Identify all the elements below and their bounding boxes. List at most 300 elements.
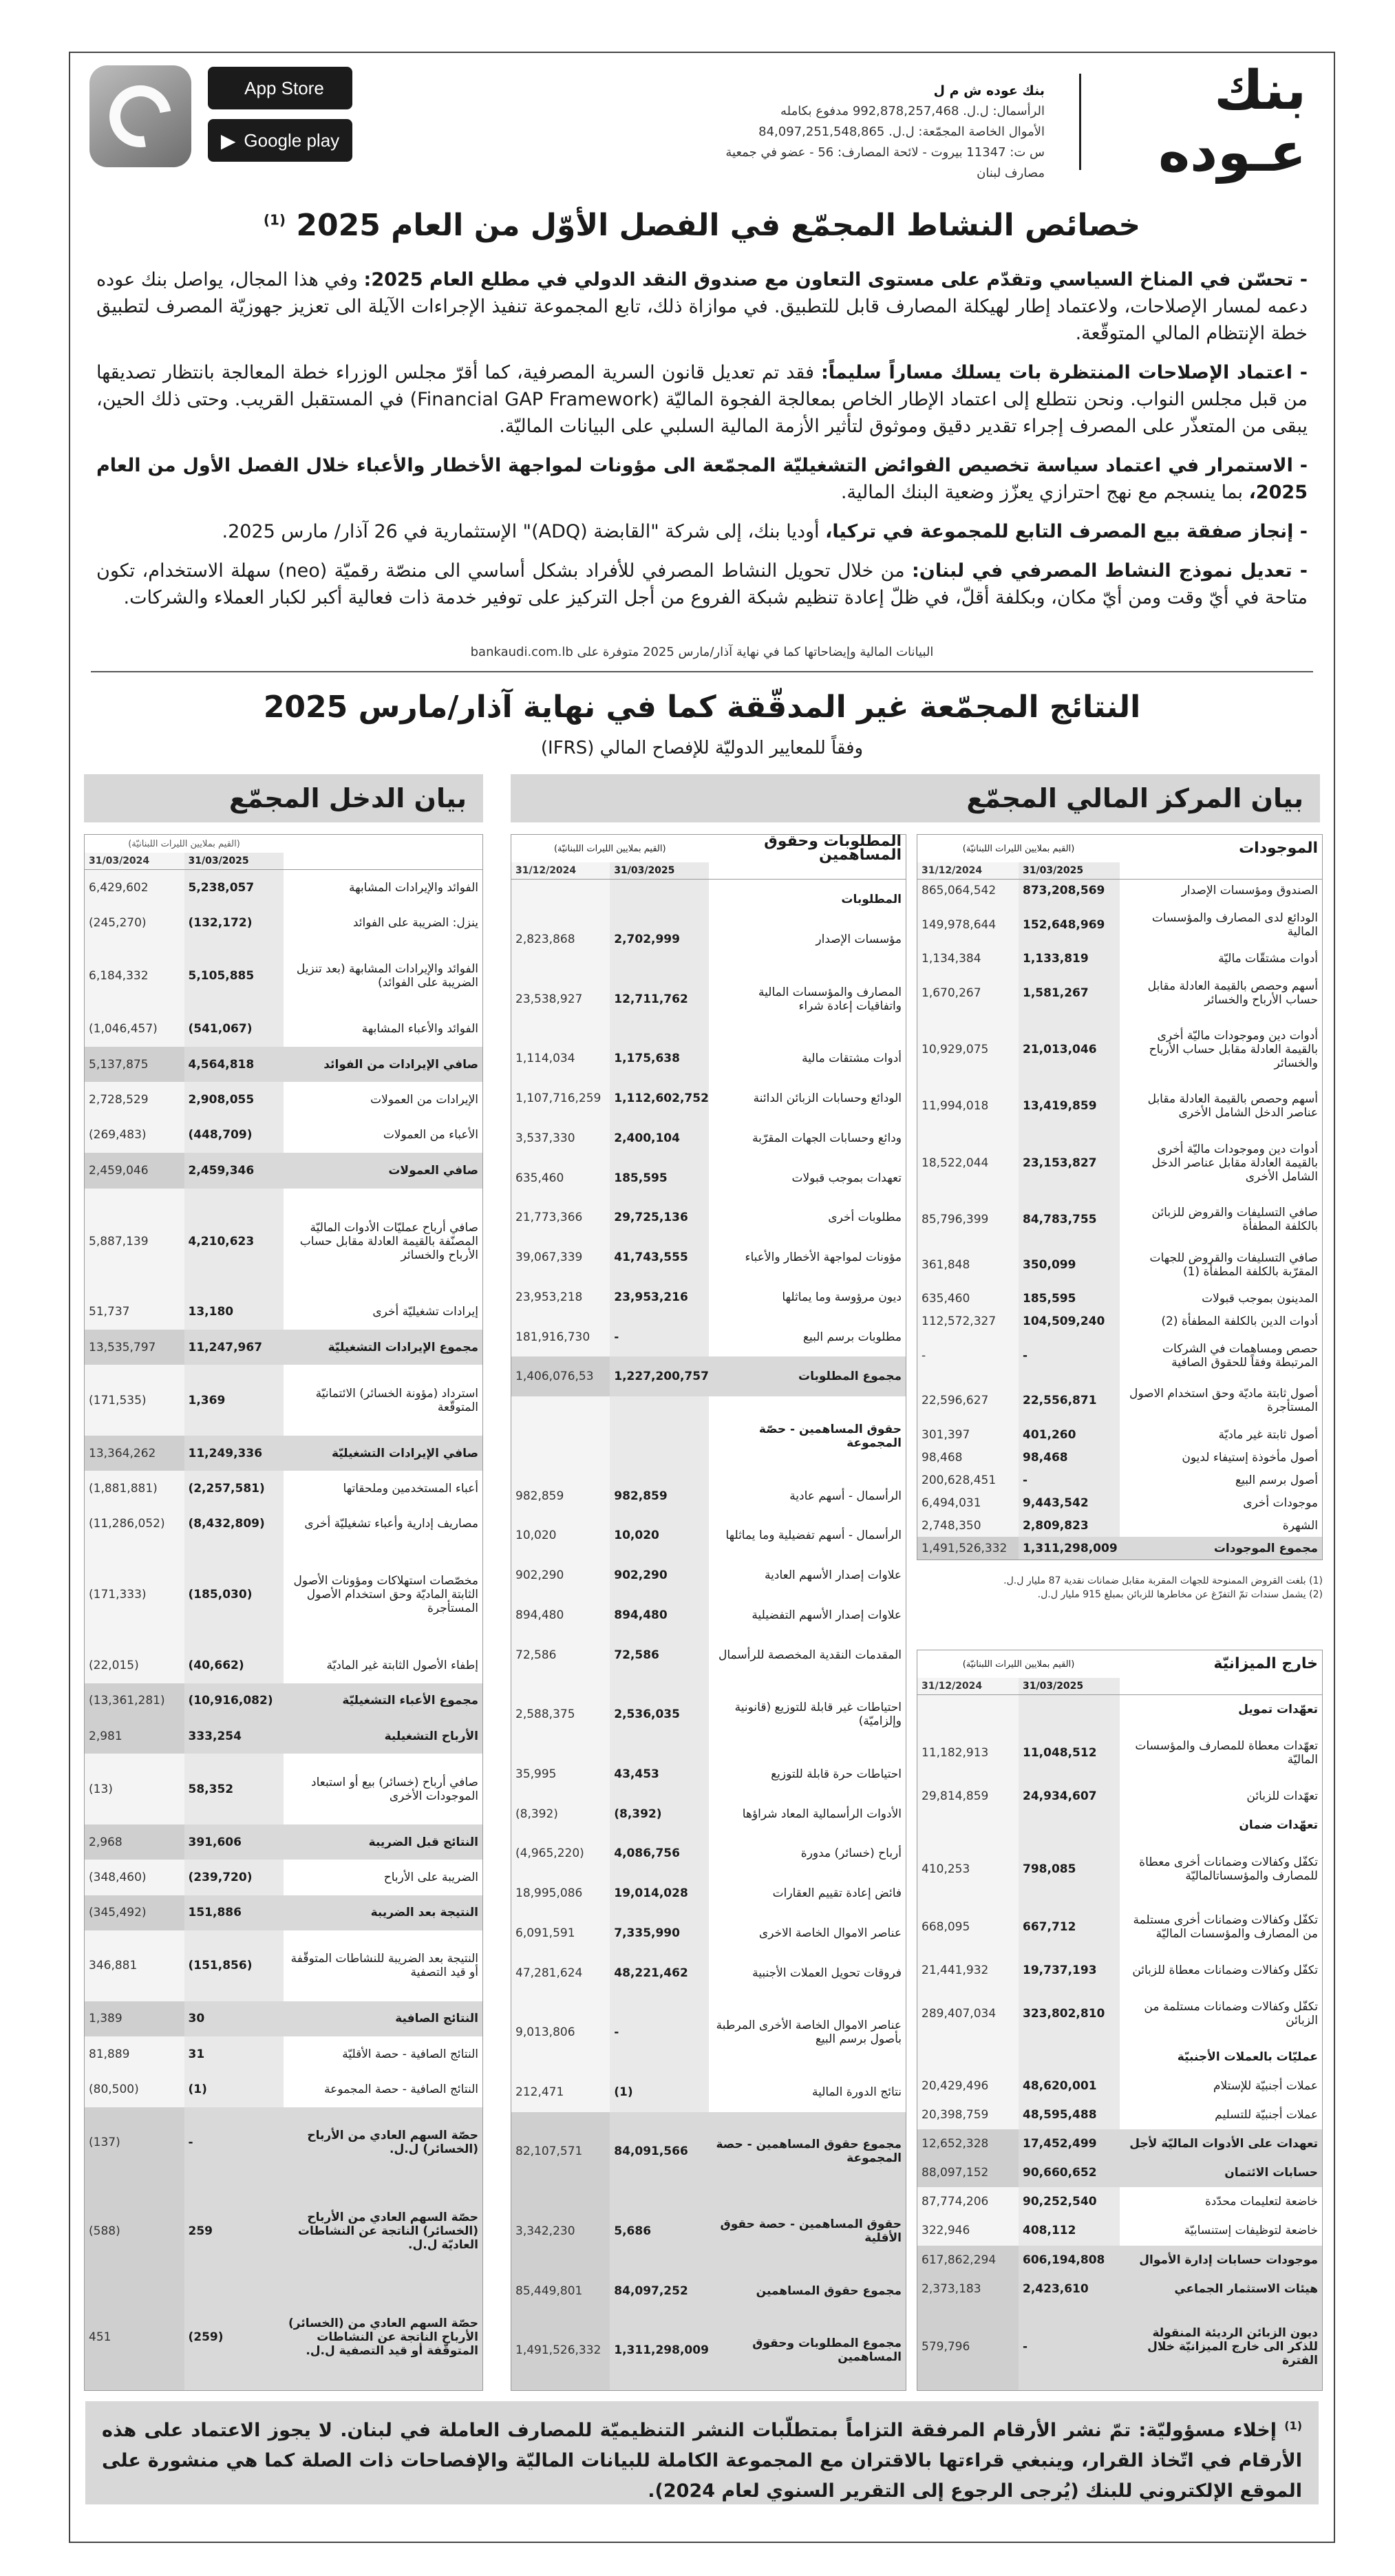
table-row xyxy=(511,1833,906,1873)
row-label: مؤونات لمواجهة الأخطار والأعباء xyxy=(745,1250,902,1265)
value-current: 391,606 xyxy=(184,1824,284,1860)
row-label: عملات أجنبيّة للتسليم xyxy=(1215,2108,1318,2122)
value-previous: (245,270) xyxy=(85,906,184,941)
table-row xyxy=(917,1840,1322,1897)
table-row xyxy=(917,1083,1322,1129)
row-label: مخصّصات استهلاكات ومؤونات الأصول الثابتة الماديّة وحق استخدام الأصول المستأجرة xyxy=(293,1574,478,1616)
group-label: حقوق المساهمين - حصّة المجموعة xyxy=(758,1422,902,1450)
spacer xyxy=(917,2043,1019,2072)
table-row xyxy=(917,1811,1322,1840)
bank-registry: س ت: 11347 بيروت - لائحة المصارف: 56 - عضو في جمعية مصارف لبنان xyxy=(725,145,1045,180)
row-label: تعهدات على الأدوات الماليّة لأجل xyxy=(1120,2129,1322,2158)
row-label: مجموع الإيرادات التشغيليّة xyxy=(284,1330,482,1365)
row-label: استرداد (مؤونة الخسائر) الائتمانيّة المتوقّعة xyxy=(315,1386,478,1414)
value-current: 22,556,871 xyxy=(1019,1378,1120,1423)
row-label: المقدمات النقدية المخصصة للرأسمال xyxy=(718,1648,902,1662)
row-label: أسهم وحصص بالقيمة العادلة مقابل عناصر الدخل الشامل الأخرى xyxy=(1147,1092,1318,1120)
value-previous: 894,480 xyxy=(511,1595,610,1635)
value-previous: 18,522,044 xyxy=(917,1129,1019,1197)
table-caption: المطلوبات وحقوق المساهمين xyxy=(764,833,902,864)
units-row xyxy=(917,1650,1322,1678)
value-current: 2,536,035 xyxy=(610,1674,708,1754)
row-label: مجموع الموجودات xyxy=(1120,1537,1322,1560)
value-previous: (8,392) xyxy=(511,1794,610,1834)
row-label: صافي التسليفات والقروض للجهات المقرّبة بالكلفة المطفأة (1) xyxy=(1149,1250,1318,1279)
value-previous: 322,946 xyxy=(917,2216,1019,2245)
value-previous: 1,389 xyxy=(85,2001,184,2036)
value-previous: 88,097,152 xyxy=(917,2158,1019,2187)
row-label: عمليّات بالعملات الأجنبيّة xyxy=(1177,2050,1318,2065)
off-balance-table xyxy=(917,1650,1323,2391)
value-previous: (137) xyxy=(85,2107,184,2178)
value-previous: 112,572,327 xyxy=(917,1310,1019,1333)
value-previous: 2,968 xyxy=(85,1824,184,1860)
value-current: 873,208,569 xyxy=(1019,879,1120,902)
row-label: نتائج الدورة المالية xyxy=(811,2085,902,2099)
row-label: مجموع المطلوبات وحقوق المساهمين xyxy=(709,2310,906,2390)
value-previous: (588) xyxy=(85,2178,184,2284)
row-label: صافي التسليفات والقروض للزبائن بالكلفة المطفأة xyxy=(1151,1205,1318,1233)
value-previous: 6,494,031 xyxy=(917,1491,1019,1514)
table-row xyxy=(85,1153,482,1188)
value-current: 1,175,638 xyxy=(610,1039,708,1078)
value-current: 401,260 xyxy=(1019,1423,1120,1446)
value-current: 19,014,028 xyxy=(610,1873,708,1913)
table-row xyxy=(917,1310,1322,1333)
balance-sheet-header: بيان المركز المالي المجمّع xyxy=(511,774,1320,822)
value-current: 24,934,607 xyxy=(1019,1782,1120,1811)
value-current: 1,311,298,009 xyxy=(610,2310,708,2390)
row-label: أرباح (خسائر) مدورة xyxy=(800,1846,902,1861)
value-previous: 3,342,230 xyxy=(511,2191,610,2271)
value-previous: 289,407,034 xyxy=(917,1985,1019,2043)
assets-table xyxy=(917,834,1323,1560)
value-previous: 2,588,375 xyxy=(511,1674,610,1754)
row-label: حصّة السهم العادي من الأرباح (الخسائر) الناتجة عن النشاطات العاديّة ل.ل. xyxy=(284,2178,482,2284)
value-current: 31 xyxy=(184,2036,284,2072)
value-previous: 865,064,542 xyxy=(917,879,1019,902)
row-label: ديون الزبائن الرديئة المنقولة للذكر الى خارج الميزانيّة خلال الفترة xyxy=(1120,2303,1322,2390)
value-current: 2,459,346 xyxy=(184,1153,284,1188)
table-row xyxy=(85,906,482,941)
highlight-item: - إنجاز صفقة بيع المصرف التابع للمجموعة في تركيا، أوديا بنك، إلى شركة "القابضة (ADQ)" الإستثمارية في 26 آذار/ مارس 2025. xyxy=(222,521,1308,542)
row-label: مجموع حقوق المساهمين xyxy=(709,2271,906,2311)
date-previous: 31/12/2024 xyxy=(511,862,610,879)
value-previous: 11,182,913 xyxy=(917,1724,1019,1782)
table-row xyxy=(85,2178,482,2284)
row-label: عملات أجنبيّة للإستلام xyxy=(1213,2079,1318,2094)
value-previous: 6,429,602 xyxy=(85,869,184,906)
value-current: 17,452,499 xyxy=(1019,2129,1120,2158)
row-label: احتياطات حرة قابلة للتوزيع xyxy=(771,1767,902,1781)
value-current: 11,249,336 xyxy=(184,1436,284,1471)
row-label: الفوائد والإيرادات المشابهة (بعد تنزيل الضريبة على الفوائد) xyxy=(296,962,478,990)
table-row xyxy=(511,1356,906,1396)
row-label: النتيجة بعد الضريبة xyxy=(284,1895,482,1930)
table-row xyxy=(511,1118,906,1158)
table-row xyxy=(85,1718,482,1754)
value-current: 4,564,818 xyxy=(184,1047,284,1082)
row-label: خاضعة لتوظيفات إستنسابيّة xyxy=(1184,2224,1318,2238)
value-previous: 51,737 xyxy=(85,1295,184,1330)
value-previous: (171,333) xyxy=(85,1542,184,1648)
financial-table xyxy=(917,835,1322,1560)
row-label: مطلوبات أخرى xyxy=(828,1211,902,1225)
units-row xyxy=(917,835,1322,862)
value-previous: 1,134,384 xyxy=(917,948,1019,970)
value-current: 350,099 xyxy=(1019,1242,1120,1288)
value-previous: 668,095 xyxy=(917,1898,1019,1956)
source-note: البيانات المالية وإيضاحاتها كما في نهاية آذار/مارس 2025 متوفرة على bankaudi.com.lb xyxy=(470,645,934,659)
bank-name: بنك عوده ش م ل xyxy=(933,83,1045,98)
value-current: - xyxy=(610,1317,708,1357)
value-current: 5,686 xyxy=(610,2191,708,2271)
table-row xyxy=(917,948,1322,970)
value-previous: 10,020 xyxy=(511,1515,610,1555)
google-play-badge[interactable]: ▶ Google play xyxy=(208,119,352,162)
table-row xyxy=(511,1197,906,1237)
value-previous: 22,596,627 xyxy=(917,1378,1019,1423)
row-label: الإيرادات من العمولات xyxy=(370,1093,478,1107)
bank-info xyxy=(701,81,1045,184)
table-row xyxy=(85,1930,482,2001)
highlight-item: - تحسّن في المناخ السياسي وتقدّم على مستوى التعاون مع صندوق النقد الدولي في مطلع العام 2025: وفي هذا المجال، يواصل بنك عوده دعمه لمسار الإصلاحات، ولاعتماد إطار لهيكلة المصارف قابل للتطبيق. في موازاة ذلك، تابع المجموعة تنفيذ الإجراءات الآيلة الى تعزيز جهوزيّة المصرف لتطبيق خطة الإنتظام المالي المتوقّعة. xyxy=(96,269,1308,344)
row-label: صافي العمولات xyxy=(284,1153,482,1188)
table-row xyxy=(917,1197,1322,1242)
spacer xyxy=(284,835,482,853)
table-row xyxy=(511,1873,906,1913)
value-previous: 72,586 xyxy=(511,1635,610,1675)
row-label: تعهّدات للزبائن xyxy=(1246,1789,1318,1804)
row-label: الأدوات الرأسمالية المعاد شراؤها xyxy=(742,1807,902,1821)
value-previous: 2,823,868 xyxy=(511,919,610,959)
units-label: (القيم بملايين الليرات اللبنانيّة) xyxy=(553,843,666,854)
bank-equity: الأموال الخاصة المجمّعة: ل.ل. 84,097,251,548,865 xyxy=(758,125,1045,139)
value-current: (259) xyxy=(184,2284,284,2390)
value-current: - xyxy=(184,2107,284,2178)
spacer xyxy=(1120,862,1322,879)
table-row xyxy=(85,1189,482,1295)
units-label: (القيم بملايين الليرات اللبنانيّة) xyxy=(962,1659,1075,1670)
results-title: النتائج المجمّعة غير المدقّقة كما في نهاية آذار/مارس 2025 xyxy=(263,690,1141,725)
table-row xyxy=(511,1476,906,1516)
value-previous: (171,535) xyxy=(85,1365,184,1436)
value-current: 11,048,512 xyxy=(1019,1724,1120,1782)
row-label: مجموع حقوق المساهمين - حصة المجموعة xyxy=(709,2112,906,2192)
table-row xyxy=(85,2001,482,2036)
value-previous: 20,398,759 xyxy=(917,2100,1019,2129)
value-current: - xyxy=(1019,1333,1120,1379)
row-label: أصول برسم البيع xyxy=(1235,1473,1318,1487)
row-label: فائض إعادة تقييم العقارات xyxy=(772,1886,902,1901)
row-label: إيرادات تشغيليّة أخرى xyxy=(372,1305,478,1319)
value-current: 185,595 xyxy=(1019,1288,1120,1310)
spacer xyxy=(1019,1811,1120,1840)
footnote: (2) يشمل سندات تمّ التفرّغ عن مخاطرها للزبائن بمبلغ 915 مليار ل.ل. xyxy=(1037,1589,1323,1600)
value-current: 151,886 xyxy=(184,1895,284,1930)
table-caption: الموجودات xyxy=(1239,840,1318,857)
value-current: (185,030) xyxy=(184,1542,284,1648)
income-statement-header: بيان الدخل المجمّع xyxy=(84,774,483,822)
table-row xyxy=(917,2129,1322,2158)
row-label: هيئات الاستثمار الجماعي xyxy=(1120,2275,1322,2303)
table-row xyxy=(85,1082,482,1117)
value-previous: 2,728,529 xyxy=(85,1082,184,1117)
value-previous: 2,373,183 xyxy=(917,2275,1019,2303)
table-row xyxy=(917,1956,1322,1985)
value-previous: 617,862,294 xyxy=(917,2246,1019,2275)
table-row xyxy=(511,1277,906,1317)
spacer xyxy=(511,1396,610,1476)
row-label: أصول مأخوذة إستيفاء لديون xyxy=(1182,1450,1318,1465)
value-previous: (80,500) xyxy=(85,2072,184,2107)
value-previous: 902,290 xyxy=(511,1555,610,1595)
value-current: 13,419,859 xyxy=(1019,1083,1120,1129)
table-row xyxy=(917,2303,1322,2390)
date-current: 31/03/2025 xyxy=(184,853,284,869)
value-previous: (348,460) xyxy=(85,1860,184,1895)
value-current: 13,180 xyxy=(184,1295,284,1330)
table-row xyxy=(85,2036,482,2072)
value-previous: 2,459,046 xyxy=(85,1153,184,1188)
row-label: الصندوق ومؤسسات الإصدار xyxy=(1181,884,1318,898)
value-previous: 346,881 xyxy=(85,1930,184,2001)
date-previous: 31/12/2024 xyxy=(917,1678,1019,1694)
table-row xyxy=(917,1129,1322,1197)
row-label: موجودات حسابات إدارة الأموال xyxy=(1120,2246,1322,2275)
table-row xyxy=(85,1754,482,1824)
page-title: خصائص النشاط المجمّع في الفصل الأوّل من العام 2025 $^{(1)}$ xyxy=(263,208,1141,243)
value-previous: 982,859 xyxy=(511,1476,610,1516)
value-current: 9,443,542 xyxy=(1019,1491,1120,1514)
highlight-item: - الاستمرار في اعتماد سياسة تخصيص الفوائض التشغيليّة المجمّعة الى مؤونات لمواجهة الأخطار والأعباء خلال الفصل الأول من العام 2025، بما ينسجم مع نهج احترازي يعزّز وضعية البنك المالية. xyxy=(96,455,1308,503)
app-store-badge[interactable]: App Store xyxy=(208,67,352,109)
value-current: (541,067) xyxy=(184,1012,284,1047)
value-current: 48,620,001 xyxy=(1019,2072,1120,2100)
spacer xyxy=(511,879,610,919)
spacer xyxy=(1120,1678,1322,1694)
store-badges xyxy=(208,67,352,171)
value-current: 19,737,193 xyxy=(1019,1956,1120,1985)
row-label: أعباء المستخدمين وملحقاتها xyxy=(343,1482,478,1496)
value-current: 4,086,756 xyxy=(610,1833,708,1873)
value-current: 1,227,200,757 xyxy=(610,1356,708,1396)
value-previous: (269,483) xyxy=(85,1118,184,1153)
table-row xyxy=(85,1648,482,1683)
table-row xyxy=(917,879,1322,902)
value-current: 11,247,967 xyxy=(184,1330,284,1365)
value-previous: 82,107,571 xyxy=(511,2112,610,2192)
row-label: إطفاء الأصول الثابتة غير الماديّة xyxy=(326,1658,478,1672)
table-row xyxy=(85,2107,482,2178)
table-row xyxy=(511,1913,906,1953)
table-row xyxy=(917,2216,1322,2245)
value-previous: 2,981 xyxy=(85,1718,184,1754)
row-label: موجودات أخرى xyxy=(1243,1495,1318,1510)
table-row xyxy=(85,1118,482,1153)
row-label: صافي أرباح (خسائر) بيع أو استبعاد الموجودات الأخرى xyxy=(311,1775,478,1803)
spacer xyxy=(709,862,906,879)
value-current: (151,856) xyxy=(184,1930,284,2001)
row-label: حسابات الائتمان xyxy=(1120,2158,1322,2187)
value-previous: (13,361,281) xyxy=(85,1683,184,1718)
row-label: الرأسمال - أسهم تفضيلية وما يماثلها xyxy=(725,1529,902,1543)
table-row xyxy=(511,1754,906,1794)
value-previous: 635,460 xyxy=(511,1158,610,1198)
value-current: 12,711,762 xyxy=(610,959,708,1039)
newspaper-page xyxy=(69,52,1335,2543)
disclaimer: $^{(1)}$ إخلاء مسؤوليّة: تمّ نشر الأرقام المرفقة التزاماً بمتطلّبات النشر التنظيميّة للمصارف العاملة في لبنان. لا يجوز الاعتماد على هذه الأرقام في اتّخاذ القرار، وينبغي قراءتها بالاقتران مع المجموعة الكاملة للبيانات الماليّة والإفصاحات ذات الصلة كما هي منشورة على الموقع الإلكتروني للبنك (يُرجى الرجوع إلى التقرير السنوي لعام 2024). xyxy=(85,2401,1319,2504)
table-row xyxy=(511,1078,906,1118)
value-current: (10,916,082) xyxy=(184,1683,284,1718)
table-row xyxy=(511,2072,906,2112)
value-previous: 10,929,075 xyxy=(917,1015,1019,1083)
table-row xyxy=(85,1436,482,1471)
value-current: 185,595 xyxy=(610,1158,708,1198)
financial-table xyxy=(917,1650,1322,2390)
value-current: 894,480 xyxy=(610,1595,708,1635)
table-row xyxy=(917,1423,1322,1446)
value-current: (239,720) xyxy=(184,1860,284,1895)
table-row xyxy=(917,2187,1322,2216)
row-label: حصّة السهم العادي من الأرباح (الخسائر) ل.ل. xyxy=(284,2107,482,2178)
row-label: ودائع وحسابات الجهات المقرّبة xyxy=(752,1131,902,1145)
table-row xyxy=(511,959,906,1039)
table-row xyxy=(85,1365,482,1436)
value-current: 408,112 xyxy=(1019,2216,1120,2245)
row-label: الضريبة على الأرباح xyxy=(383,1871,478,1885)
row-label: أصول ثابتة غير ماديّة xyxy=(1218,1427,1318,1442)
table-row xyxy=(511,2112,906,2192)
row-label: الرأسمال - أسهم عادية xyxy=(789,1489,902,1503)
value-previous: 181,916,730 xyxy=(511,1317,610,1357)
row-label: المصارف والمؤسسات المالية واتفاقيات إعادة شراء xyxy=(758,985,902,1013)
row-label: أدوات مشتقات مالية xyxy=(802,1052,902,1066)
financial-table xyxy=(85,835,482,2390)
value-previous: 85,796,399 xyxy=(917,1197,1019,1242)
value-previous: 87,774,206 xyxy=(917,2187,1019,2216)
table-row xyxy=(511,1674,906,1754)
row-label: الفوائد والأعباء المشابهة xyxy=(361,1022,478,1036)
row-label: النتائج الصافية - حصة الأقليّة xyxy=(342,2047,478,2061)
value-current: (8,432,809) xyxy=(184,1507,284,1542)
table-row xyxy=(917,1782,1322,1811)
value-previous: 12,652,328 xyxy=(917,2129,1019,2158)
row-label: مطلوبات برسم البيع xyxy=(802,1330,902,1344)
value-current: (132,172) xyxy=(184,906,284,941)
value-current: 21,013,046 xyxy=(1019,1015,1120,1083)
app-icon[interactable] xyxy=(89,65,191,167)
date-current: 31/03/2025 xyxy=(610,862,708,879)
row-label: أدوات مشتقّات ماليّة xyxy=(1218,952,1318,966)
table-row xyxy=(917,2158,1322,2187)
table-row xyxy=(917,902,1322,948)
table-row xyxy=(917,1724,1322,1782)
table-row xyxy=(917,2043,1322,2072)
table-row xyxy=(85,1012,482,1047)
row-label: خاضعة لتعليمات محدّدة xyxy=(1204,2195,1318,2209)
value-previous: (11,286,052) xyxy=(85,1507,184,1542)
table-row xyxy=(917,1469,1322,1491)
value-current: 606,194,808 xyxy=(1019,2246,1120,2275)
table-row xyxy=(511,1317,906,1357)
table-row xyxy=(85,1895,482,1930)
value-current: 323,802,810 xyxy=(1019,1985,1120,2043)
row-label: مصاريف إدارية وأعباء تشغيليّة أخرى xyxy=(304,1517,478,1531)
value-current: - xyxy=(1019,1469,1120,1491)
table-row xyxy=(917,2100,1322,2129)
table-row xyxy=(85,869,482,906)
value-previous: 361,848 xyxy=(917,1242,1019,1288)
table-row xyxy=(917,1242,1322,1288)
table-row xyxy=(85,1542,482,1648)
value-current: 43,453 xyxy=(610,1754,708,1794)
table-row xyxy=(511,1992,906,2072)
row-label: تكفّل وكفالات وضمانات معطاة للزبائن xyxy=(1132,1963,1318,1977)
value-current: 2,423,610 xyxy=(1019,2275,1120,2303)
table-row xyxy=(917,1378,1322,1423)
table-row xyxy=(85,941,482,1012)
value-previous: 81,889 xyxy=(85,2036,184,2072)
value-current: 7,335,990 xyxy=(610,1913,708,1953)
value-previous: (13) xyxy=(85,1754,184,1824)
value-current: (1) xyxy=(184,2072,284,2107)
value-current: (2,257,581) xyxy=(184,1471,284,1506)
row-label: صافي أرباح عمليّات الأدوات الماليّة المصنّفة بالقيمة العادلة مقابل حساب الأرباح والخسائر xyxy=(299,1220,478,1262)
value-previous: 20,429,496 xyxy=(917,2072,1019,2100)
table-row xyxy=(917,1491,1322,1514)
row-label: علاوات إصدار الأسهم العادية xyxy=(765,1568,902,1583)
row-label: النتيجة بعد الضريبة للنشاطات المتوقّفة أو قيد التصفية xyxy=(290,1952,478,1980)
table-row xyxy=(917,1537,1322,1560)
value-previous: 1,670,267 xyxy=(917,970,1019,1016)
financial-table xyxy=(511,835,906,2390)
row-label: ديون مرؤوسة وما يماثلها xyxy=(782,1290,902,1304)
row-label: عناصر الاموال الخاصة الاخرى xyxy=(758,1926,902,1940)
row-label: احتياطات غير قابلة للتوزيع (قانونية وإلزاميّة) xyxy=(734,1701,902,1729)
table-row xyxy=(85,1507,482,1542)
row-label: الأعباء من العمولات xyxy=(383,1128,478,1142)
value-current: (8,392) xyxy=(610,1794,708,1834)
units-label: (القيم بملايين الليرات اللبنانيّة) xyxy=(128,838,240,849)
value-previous: 98,468 xyxy=(917,1446,1019,1469)
value-previous: 21,441,932 xyxy=(917,1956,1019,1985)
value-current: 4,210,623 xyxy=(184,1189,284,1295)
row-label: تعهّدات ضمان xyxy=(1239,1818,1318,1833)
value-current: 48,595,488 xyxy=(1019,2100,1120,2129)
value-previous: 13,364,262 xyxy=(85,1436,184,1471)
spacer xyxy=(284,853,482,869)
row-label: أسهم وحصص بالقيمة العادلة مقابل حساب الأرباح والخسائر xyxy=(1147,979,1318,1007)
highlights-list xyxy=(96,266,1308,624)
table-row xyxy=(511,1237,906,1277)
value-previous: 18,995,086 xyxy=(511,1873,610,1913)
value-previous: 1,114,034 xyxy=(511,1039,610,1078)
bank-logo: بنك عـوده xyxy=(1079,74,1306,170)
bank-capital: الرأسمال: ل.ل. 992,878,257,468 مدفوع بكامله xyxy=(780,104,1045,118)
row-label: الفوائد والإيرادات المشابهة xyxy=(349,880,478,895)
row-label: تعهّدات تمويل xyxy=(1238,1702,1318,1716)
table-row xyxy=(511,1039,906,1078)
row-label: تعهدات بموجب قبولات xyxy=(791,1171,902,1185)
table-row xyxy=(917,2275,1322,2303)
value-current: 1,581,267 xyxy=(1019,970,1120,1016)
value-previous: 200,628,451 xyxy=(917,1469,1019,1491)
row-label: علاوات إصدار الأسهم التفضيلية xyxy=(752,1608,902,1622)
row-label: مؤسسات الإصدار xyxy=(816,933,902,947)
value-current: 1,369 xyxy=(184,1365,284,1436)
value-current: 5,238,057 xyxy=(184,869,284,906)
